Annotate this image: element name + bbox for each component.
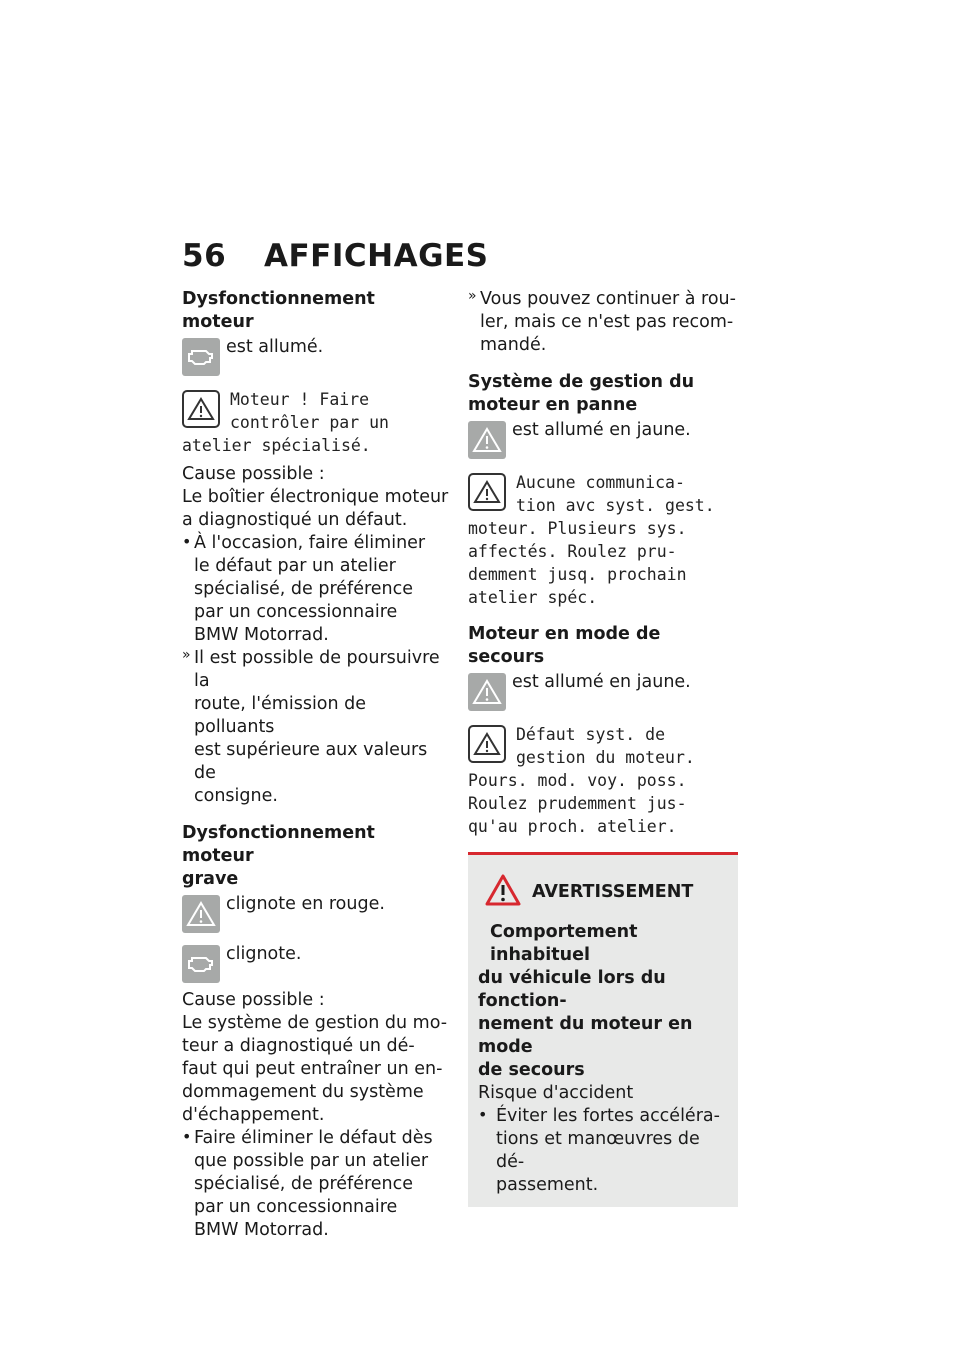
result-item [182, 647, 452, 808]
message-line: Moteur ! Faire [230, 390, 370, 409]
display-message [468, 471, 738, 609]
result-line: est supérieure aux valeurs de [194, 740, 428, 783]
message-line: Roulez prudemment jus- [468, 794, 687, 813]
warning-heading: Comportement inhabituel [490, 922, 638, 965]
cause-text: faut qui peut entraîner un en- [182, 1059, 443, 1079]
indicator-text: clignote en rouge. [226, 894, 385, 914]
bullet-icon: • [478, 1105, 488, 1124]
left-column [182, 288, 452, 1242]
warning-triangle-icon [182, 390, 220, 428]
section-title-severe-engine-malfunction: Dysfonctionnement moteur [182, 823, 375, 866]
bullet-item [182, 532, 452, 647]
warning-indicator-row [182, 893, 452, 933]
page-title: AFFICHAGES [264, 238, 489, 274]
message-line: tion avc syst. gest. [516, 496, 715, 515]
cause-label: Cause possible : [182, 990, 325, 1010]
warning-triangle-red-icon [484, 873, 522, 911]
page-header [182, 238, 489, 274]
message-line: moteur. Plusieurs sys. [468, 519, 687, 538]
bullet-line: À l'occasion, faire éliminer [194, 533, 426, 553]
warning-triangle-icon [468, 725, 506, 763]
warning-panel [468, 852, 738, 1207]
bullet-line: tions et manœuvres de dé- [496, 1129, 700, 1172]
section-title-engine-emergency-mode: Moteur en mode de secours [468, 624, 661, 667]
warning-heading: du véhicule lors du fonction- [478, 968, 666, 1011]
message-line: qu'au proch. atelier. [468, 817, 677, 836]
bullet-icon: • [182, 1127, 192, 1146]
indicator-text: est allumé en jaune. [512, 672, 691, 692]
display-message [182, 388, 452, 457]
bullet-line: Éviter les fortes accéléra- [496, 1106, 720, 1126]
bullet-line: le défaut par un atelier [194, 556, 396, 576]
warning-header [478, 873, 728, 911]
cause-text: d'échappement. [182, 1105, 325, 1125]
bullet-line: BMW Motorrad. [194, 625, 329, 645]
result-line: Il est possible de poursuivre la [194, 648, 440, 691]
page-number: 56 [182, 238, 227, 274]
engine-check-icon [182, 945, 220, 983]
result-line: route, l'émission de polluants [194, 694, 367, 737]
section-title-engine-malfunction: Dysfonctionnement moteur [182, 289, 375, 332]
arrow-icon: » [182, 647, 191, 663]
right-column [468, 288, 738, 1207]
cause-text: Le système de gestion du mo- [182, 1013, 448, 1033]
warning-indicator-row [468, 419, 738, 459]
indicator-text: est allumé en jaune. [512, 420, 691, 440]
warning-heading: nement du moteur en mode [478, 1014, 693, 1057]
bullet-line: BMW Motorrad. [194, 1220, 329, 1240]
message-line: Défaut syst. de [516, 725, 666, 744]
bullet-line: spécialisé, de préférence [194, 1174, 414, 1194]
message-line: contrôler par un [230, 413, 389, 432]
message-line: Aucune communica- [516, 473, 685, 492]
result-line: mandé. [480, 335, 547, 355]
cause-text: teur a diagnostiqué un dé- [182, 1036, 415, 1056]
message-line: Pours. mod. voy. poss. [468, 771, 687, 790]
result-line: ler, mais ce n'est pas recom- [480, 312, 734, 332]
warning-label: AVERTISSEMENT [532, 882, 694, 902]
result-line: consigne. [194, 786, 278, 806]
message-line: atelier spécialisé. [182, 436, 371, 455]
indicator-text: clignote. [226, 944, 302, 964]
engine-indicator-row [182, 943, 452, 983]
bullet-line: par un concessionnaire [194, 602, 398, 622]
display-message [468, 723, 738, 838]
bullet-line: spécialisé, de préférence [194, 579, 414, 599]
section-title-line: grave [182, 869, 239, 889]
general-warning-icon [468, 673, 506, 711]
message-line: gestion du moteur. [516, 748, 695, 767]
warning-heading: de secours [478, 1060, 585, 1080]
general-warning-icon [468, 421, 506, 459]
cause-label: Cause possible : [182, 464, 325, 484]
cause-text: a diagnostiqué un défaut. [182, 510, 408, 530]
cause-text: dommagement du système [182, 1082, 424, 1102]
engine-check-icon [182, 338, 220, 376]
general-warning-icon [182, 895, 220, 933]
result-line: Vous pouvez continuer à rou- [480, 289, 736, 309]
bullet-item [478, 1105, 728, 1197]
warning-indicator-row [468, 671, 738, 711]
bullet-line: passement. [496, 1175, 599, 1195]
bullet-line: par un concessionnaire [194, 1197, 398, 1217]
bullet-line: Faire éliminer le défaut dès [194, 1128, 433, 1148]
warning-triangle-icon [468, 473, 506, 511]
section-title-engine-management-failure: Système de gestion du [468, 372, 695, 392]
section-title-line: moteur en panne [468, 395, 638, 415]
arrow-icon: » [468, 288, 477, 304]
message-line: demment jusq. prochain [468, 565, 687, 584]
cause-text: Le boîtier électronique moteur [182, 487, 449, 507]
warning-risk: Risque d'accident [478, 1083, 634, 1103]
bullet-icon: • [182, 532, 192, 551]
engine-indicator-row [182, 336, 452, 376]
bullet-line: que possible par un atelier [194, 1151, 429, 1171]
bullet-item [182, 1127, 452, 1242]
result-item [468, 288, 738, 357]
message-line: affectés. Roulez pru- [468, 542, 677, 561]
message-line: atelier spéc. [468, 588, 598, 607]
indicator-text: est allumé. [226, 337, 324, 357]
